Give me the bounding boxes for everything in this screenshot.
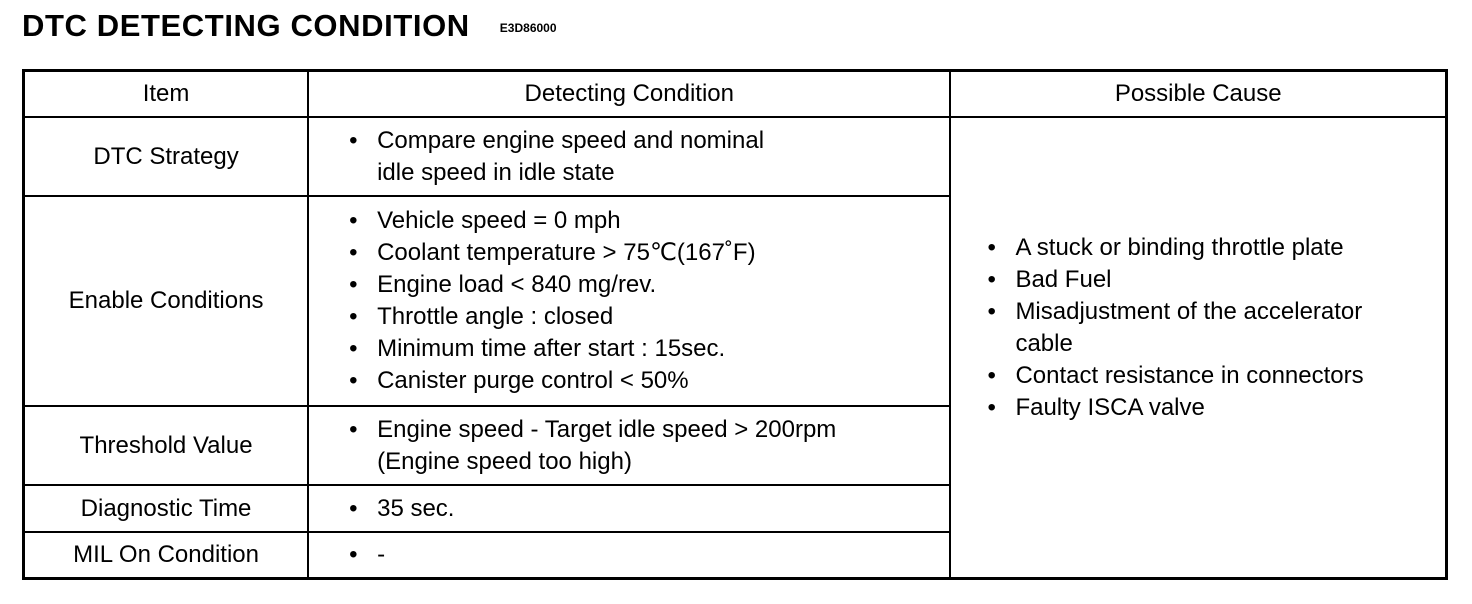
cause-item: • Faulty ISCA valve [987,392,1445,424]
condition-item: • Compare engine speed and nominal idle speed in idle state [349,125,949,189]
table-row [24,117,1447,196]
document-code: E3D86000 [499,21,557,35]
column-header-possible-cause: Possible Cause [950,71,1446,118]
condition-cell [308,532,950,579]
condition-item: • Engine load < 840 mg/rev. [349,269,949,301]
row-label-threshold-value: Threshold Value [24,406,309,485]
column-header-item: Item [24,71,309,118]
condition-item: • Vehicle speed = 0 mph [349,205,949,237]
cause-item: • Bad Fuel [987,264,1445,296]
cause-item: • A stuck or binding throttle plate [987,232,1445,264]
condition-item: • Canister purge control < 50% [349,365,949,397]
row-label-enable-conditions: Enable Conditions [24,196,309,406]
row-label-diagnostic-time: Diagnostic Time [24,485,309,532]
condition-cell [308,406,950,485]
condition-item: • Throttle angle : closed [349,301,949,333]
condition-cell [308,117,950,196]
table-header-row [24,71,1447,118]
condition-item: • Minimum time after start : 15sec. [349,333,949,365]
condition-cell [308,485,950,532]
dtc-condition-table [22,69,1448,580]
page-title: DTC DETECTING CONDITION [22,8,470,43]
condition-item: • 35 sec. [349,493,949,525]
column-header-detecting-condition: Detecting Condition [308,71,950,118]
cause-item: • Misadjustment of the accelerator cable [987,296,1445,360]
possible-cause-cell [950,117,1446,578]
condition-item: • - [349,539,949,571]
page-header [22,8,557,48]
row-label-dtc-strategy: DTC Strategy [24,117,309,196]
condition-item: • Coolant temperature > 75℃(167˚F) [349,237,949,269]
condition-item: • Engine speed - Target idle speed > 200rpm (Engine speed too high) [349,414,949,478]
condition-cell [308,196,950,406]
row-label-mil-on-condition: MIL On Condition [24,532,309,579]
cause-item: • Contact resistance in connectors [987,360,1445,392]
